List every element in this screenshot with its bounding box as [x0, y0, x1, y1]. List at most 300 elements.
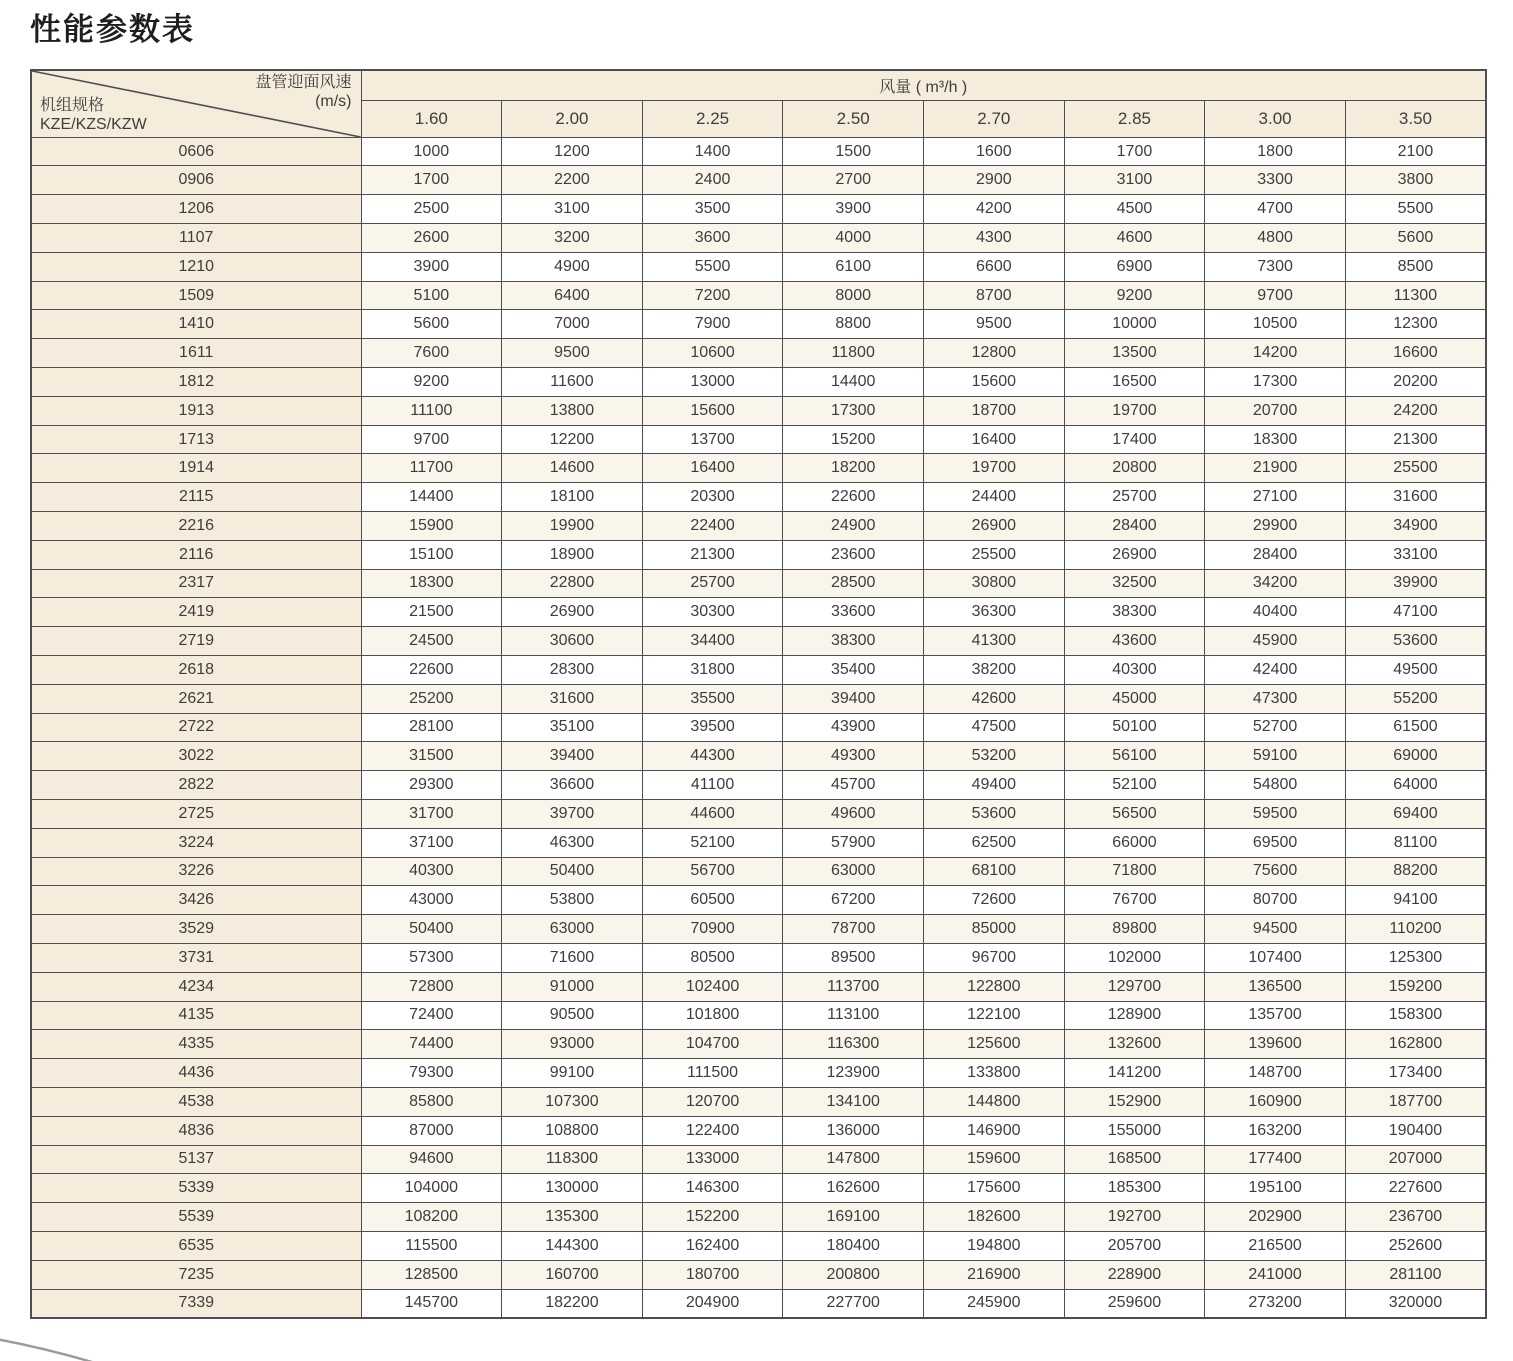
- value-cell: 11100: [361, 396, 502, 425]
- value-cell: 53600: [924, 799, 1065, 828]
- value-cell: 245900: [924, 1289, 1065, 1318]
- value-cell: 31600: [502, 684, 643, 713]
- value-cell: 93000: [502, 1030, 643, 1059]
- table-row: [31, 1145, 1486, 1174]
- value-cell: 52100: [1064, 771, 1205, 800]
- value-cell: 15600: [642, 396, 783, 425]
- value-cell: 104000: [361, 1174, 502, 1203]
- value-cell: 1800: [1205, 137, 1346, 166]
- value-cell: 18900: [502, 540, 643, 569]
- table-row: [31, 943, 1486, 972]
- value-cell: 11700: [361, 454, 502, 483]
- speed-header-cell: 2.25: [642, 100, 783, 137]
- value-cell: 236700: [1345, 1203, 1486, 1232]
- value-cell: 17300: [1205, 368, 1346, 397]
- value-cell: 3900: [361, 252, 502, 281]
- value-cell: 320000: [1345, 1289, 1486, 1318]
- value-cell: 61500: [1345, 713, 1486, 742]
- value-cell: 6900: [1064, 252, 1205, 281]
- model-cell: 1206: [31, 195, 361, 224]
- table-row: [31, 1203, 1486, 1232]
- value-cell: 139600: [1205, 1030, 1346, 1059]
- table-row: [31, 684, 1486, 713]
- value-cell: 70900: [642, 915, 783, 944]
- value-cell: 152200: [642, 1203, 783, 1232]
- value-cell: 30300: [642, 598, 783, 627]
- value-cell: 1500: [783, 137, 924, 166]
- value-cell: 4000: [783, 224, 924, 253]
- value-cell: 45700: [783, 771, 924, 800]
- value-cell: 227700: [783, 1289, 924, 1318]
- value-cell: 108800: [502, 1116, 643, 1145]
- value-cell: 32500: [1064, 569, 1205, 598]
- value-cell: 49600: [783, 799, 924, 828]
- value-cell: 13700: [642, 425, 783, 454]
- value-cell: 31800: [642, 655, 783, 684]
- value-cell: 180700: [642, 1260, 783, 1289]
- value-cell: 175600: [924, 1174, 1065, 1203]
- value-cell: 35400: [783, 655, 924, 684]
- value-cell: 152900: [1064, 1087, 1205, 1116]
- table-row: [31, 137, 1486, 166]
- value-cell: 22600: [783, 483, 924, 512]
- value-cell: 47100: [1345, 598, 1486, 627]
- value-cell: 163200: [1205, 1116, 1346, 1145]
- value-cell: 5600: [361, 310, 502, 339]
- value-cell: 2200: [502, 166, 643, 195]
- value-cell: 9200: [1064, 281, 1205, 310]
- speed-header-cell: 2.00: [502, 100, 643, 137]
- table-row: [31, 742, 1486, 771]
- value-cell: 162800: [1345, 1030, 1486, 1059]
- value-cell: 39400: [502, 742, 643, 771]
- value-cell: 43900: [783, 713, 924, 742]
- value-cell: 135700: [1205, 1001, 1346, 1030]
- value-cell: 72800: [361, 972, 502, 1001]
- model-cell: 7339: [31, 1289, 361, 1318]
- value-cell: 37100: [361, 828, 502, 857]
- value-cell: 69400: [1345, 799, 1486, 828]
- value-cell: 18200: [783, 454, 924, 483]
- value-cell: 158300: [1345, 1001, 1486, 1030]
- value-cell: 16400: [642, 454, 783, 483]
- value-cell: 76700: [1064, 886, 1205, 915]
- value-cell: 35500: [642, 684, 783, 713]
- table-row: [31, 1116, 1486, 1145]
- model-cell: 2722: [31, 713, 361, 742]
- model-cell: 7235: [31, 1260, 361, 1289]
- value-cell: 128900: [1064, 1001, 1205, 1030]
- model-cell: 3022: [31, 742, 361, 771]
- speed-header-cell: 3.00: [1205, 100, 1346, 137]
- value-cell: 20200: [1345, 368, 1486, 397]
- value-cell: 8800: [783, 310, 924, 339]
- table-row: [31, 771, 1486, 800]
- value-cell: 71800: [1064, 857, 1205, 886]
- value-cell: 192700: [1064, 1203, 1205, 1232]
- table-row: [31, 857, 1486, 886]
- model-cell: 1611: [31, 339, 361, 368]
- value-cell: 190400: [1345, 1116, 1486, 1145]
- value-cell: 122800: [924, 972, 1065, 1001]
- model-cell: 2719: [31, 627, 361, 656]
- value-cell: 94600: [361, 1145, 502, 1174]
- value-cell: 1000: [361, 137, 502, 166]
- value-cell: 23600: [783, 540, 924, 569]
- value-cell: 228900: [1064, 1260, 1205, 1289]
- table-row: [31, 454, 1486, 483]
- value-cell: 3600: [642, 224, 783, 253]
- value-cell: 2900: [924, 166, 1065, 195]
- value-cell: 44600: [642, 799, 783, 828]
- value-cell: 102000: [1064, 943, 1205, 972]
- value-cell: 180400: [783, 1231, 924, 1260]
- value-cell: 3100: [1064, 166, 1205, 195]
- corner-top-block: [255, 74, 351, 112]
- value-cell: 53600: [1345, 627, 1486, 656]
- model-cell: 4436: [31, 1059, 361, 1088]
- value-cell: 54800: [1205, 771, 1346, 800]
- value-cell: 8000: [783, 281, 924, 310]
- value-cell: 216500: [1205, 1231, 1346, 1260]
- value-cell: 18100: [502, 483, 643, 512]
- value-cell: 187700: [1345, 1087, 1486, 1116]
- value-cell: 33100: [1345, 540, 1486, 569]
- model-cell: 4135: [31, 1001, 361, 1030]
- value-cell: 14400: [783, 368, 924, 397]
- value-cell: 63000: [502, 915, 643, 944]
- value-cell: 81100: [1345, 828, 1486, 857]
- value-cell: 72400: [361, 1001, 502, 1030]
- value-cell: 45000: [1064, 684, 1205, 713]
- value-cell: 16500: [1064, 368, 1205, 397]
- value-cell: 38200: [924, 655, 1065, 684]
- model-cell: 1913: [31, 396, 361, 425]
- value-cell: 85000: [924, 915, 1065, 944]
- value-cell: 15600: [924, 368, 1065, 397]
- speed-header-cell: 2.50: [783, 100, 924, 137]
- value-cell: 135300: [502, 1203, 643, 1232]
- table-row: [31, 310, 1486, 339]
- table-row: [31, 1059, 1486, 1088]
- value-cell: 227600: [1345, 1174, 1486, 1203]
- value-cell: 19700: [924, 454, 1065, 483]
- value-cell: 20800: [1064, 454, 1205, 483]
- model-cell: 1914: [31, 454, 361, 483]
- value-cell: 47300: [1205, 684, 1346, 713]
- table-row: [31, 252, 1486, 281]
- value-cell: 107400: [1205, 943, 1346, 972]
- model-series-label: KZE/KZS/KZW: [40, 115, 147, 133]
- value-cell: 39400: [783, 684, 924, 713]
- value-cell: 133000: [642, 1145, 783, 1174]
- value-cell: 9700: [1205, 281, 1346, 310]
- table-row: [31, 1030, 1486, 1059]
- value-cell: 4700: [1205, 195, 1346, 224]
- value-cell: 148700: [1205, 1059, 1346, 1088]
- value-cell: 15100: [361, 540, 502, 569]
- value-cell: 9500: [502, 339, 643, 368]
- table-row: [31, 1289, 1486, 1318]
- value-cell: 59500: [1205, 799, 1346, 828]
- value-cell: 20700: [1205, 396, 1346, 425]
- value-cell: 4600: [1064, 224, 1205, 253]
- value-cell: 46300: [502, 828, 643, 857]
- value-cell: 3300: [1205, 166, 1346, 195]
- value-cell: 25500: [924, 540, 1065, 569]
- table-row: [31, 886, 1486, 915]
- value-cell: 91000: [502, 972, 643, 1001]
- table-row: [31, 713, 1486, 742]
- table-row: [31, 1231, 1486, 1260]
- model-cell: 1210: [31, 252, 361, 281]
- value-cell: 50100: [1064, 713, 1205, 742]
- value-cell: 49300: [783, 742, 924, 771]
- value-cell: 88200: [1345, 857, 1486, 886]
- page-corner-arc: [0, 1322, 170, 1361]
- value-cell: 72600: [924, 886, 1065, 915]
- table-row: [31, 915, 1486, 944]
- value-cell: 63000: [783, 857, 924, 886]
- value-cell: 40300: [1064, 655, 1205, 684]
- value-cell: 44300: [642, 742, 783, 771]
- value-cell: 16600: [1345, 339, 1486, 368]
- value-cell: 89500: [783, 943, 924, 972]
- value-cell: 108200: [361, 1203, 502, 1232]
- value-cell: 20300: [642, 483, 783, 512]
- value-cell: 11800: [783, 339, 924, 368]
- value-cell: 11300: [1345, 281, 1486, 310]
- model-cell: 2419: [31, 598, 361, 627]
- value-cell: 281100: [1345, 1260, 1486, 1289]
- value-cell: 132600: [1064, 1030, 1205, 1059]
- model-cell: 4538: [31, 1087, 361, 1116]
- value-cell: 12800: [924, 339, 1065, 368]
- value-cell: 33600: [783, 598, 924, 627]
- header-row-top: [31, 70, 1486, 101]
- value-cell: 34400: [642, 627, 783, 656]
- value-cell: 34200: [1205, 569, 1346, 598]
- model-cell: 3426: [31, 886, 361, 915]
- value-cell: 134100: [783, 1087, 924, 1116]
- value-cell: 168500: [1064, 1145, 1205, 1174]
- value-cell: 90500: [502, 1001, 643, 1030]
- value-cell: 4500: [1064, 195, 1205, 224]
- value-cell: 31700: [361, 799, 502, 828]
- model-cell: 2618: [31, 655, 361, 684]
- value-cell: 22600: [361, 655, 502, 684]
- table-row: [31, 483, 1486, 512]
- value-cell: 67200: [783, 886, 924, 915]
- value-cell: 200800: [783, 1260, 924, 1289]
- value-cell: 30800: [924, 569, 1065, 598]
- table-row: [31, 512, 1486, 541]
- value-cell: 11600: [502, 368, 643, 397]
- value-cell: 55200: [1345, 684, 1486, 713]
- value-cell: 71600: [502, 943, 643, 972]
- value-cell: 43600: [1064, 627, 1205, 656]
- value-cell: 12300: [1345, 310, 1486, 339]
- value-cell: 182600: [924, 1203, 1065, 1232]
- value-cell: 1600: [924, 137, 1065, 166]
- value-cell: 2100: [1345, 137, 1486, 166]
- value-cell: 1700: [361, 166, 502, 195]
- value-cell: 50400: [361, 915, 502, 944]
- value-cell: 5600: [1345, 224, 1486, 253]
- value-cell: 38300: [783, 627, 924, 656]
- value-cell: 17300: [783, 396, 924, 425]
- value-cell: 41300: [924, 627, 1065, 656]
- value-cell: 4300: [924, 224, 1065, 253]
- velocity-unit-label: (m/s): [315, 92, 352, 110]
- value-cell: 47500: [924, 713, 1065, 742]
- value-cell: 21900: [1205, 454, 1346, 483]
- value-cell: 24900: [783, 512, 924, 541]
- value-cell: 94500: [1205, 915, 1346, 944]
- value-cell: 39900: [1345, 569, 1486, 598]
- table-row: [31, 1174, 1486, 1203]
- value-cell: 204900: [642, 1289, 783, 1318]
- value-cell: 146300: [642, 1174, 783, 1203]
- table-row: [31, 828, 1486, 857]
- value-cell: 19700: [1064, 396, 1205, 425]
- table-row: [31, 166, 1486, 195]
- table-row: [31, 569, 1486, 598]
- model-cell: 6535: [31, 1231, 361, 1260]
- value-cell: 102400: [642, 972, 783, 1001]
- value-cell: 28400: [1205, 540, 1346, 569]
- model-cell: 1812: [31, 368, 361, 397]
- value-cell: 15900: [361, 512, 502, 541]
- value-cell: 31600: [1345, 483, 1486, 512]
- model-cell: 0606: [31, 137, 361, 166]
- value-cell: 10000: [1064, 310, 1205, 339]
- value-cell: 26900: [924, 512, 1065, 541]
- corner-bottom-block: [40, 97, 147, 135]
- value-cell: 136000: [783, 1116, 924, 1145]
- value-cell: 13800: [502, 396, 643, 425]
- table-row: [31, 339, 1486, 368]
- value-cell: 49400: [924, 771, 1065, 800]
- table-row: [31, 1260, 1486, 1289]
- value-cell: 14400: [361, 483, 502, 512]
- model-cell: 3226: [31, 857, 361, 886]
- value-cell: 115500: [361, 1231, 502, 1260]
- table-row: [31, 1087, 1486, 1116]
- value-cell: 26900: [502, 598, 643, 627]
- value-cell: 13500: [1064, 339, 1205, 368]
- coil-face-velocity-label: 盘管迎面风速: [255, 73, 352, 91]
- value-cell: 22400: [642, 512, 783, 541]
- value-cell: 38300: [1064, 598, 1205, 627]
- value-cell: 42400: [1205, 655, 1346, 684]
- value-cell: 159600: [924, 1145, 1065, 1174]
- value-cell: 15200: [783, 425, 924, 454]
- value-cell: 129700: [1064, 972, 1205, 1001]
- value-cell: 40300: [361, 857, 502, 886]
- value-cell: 14600: [502, 454, 643, 483]
- value-cell: 80500: [642, 943, 783, 972]
- value-cell: 162400: [642, 1231, 783, 1260]
- value-cell: 21500: [361, 598, 502, 627]
- value-cell: 25700: [1064, 483, 1205, 512]
- value-cell: 62500: [924, 828, 1065, 857]
- value-cell: 173400: [1345, 1059, 1486, 1088]
- value-cell: 8500: [1345, 252, 1486, 281]
- value-cell: 4800: [1205, 224, 1346, 253]
- value-cell: 89800: [1064, 915, 1205, 944]
- value-cell: 69500: [1205, 828, 1346, 857]
- value-cell: 25500: [1345, 454, 1486, 483]
- value-cell: 136500: [1205, 972, 1346, 1001]
- airflow-header: [361, 70, 1486, 101]
- value-cell: 28100: [361, 713, 502, 742]
- model-cell: 3731: [31, 943, 361, 972]
- value-cell: 28300: [502, 655, 643, 684]
- value-cell: 28500: [783, 569, 924, 598]
- value-cell: 57300: [361, 943, 502, 972]
- value-cell: 94100: [1345, 886, 1486, 915]
- value-cell: 5500: [642, 252, 783, 281]
- value-cell: 52700: [1205, 713, 1346, 742]
- model-cell: 1509: [31, 281, 361, 310]
- value-cell: 3100: [502, 195, 643, 224]
- value-cell: 1400: [642, 137, 783, 166]
- value-cell: 6400: [502, 281, 643, 310]
- speed-header-cell: 2.70: [924, 100, 1065, 137]
- value-cell: 39500: [642, 713, 783, 742]
- value-cell: 146900: [924, 1116, 1065, 1145]
- value-cell: 27100: [1205, 483, 1346, 512]
- value-cell: 64000: [1345, 771, 1486, 800]
- value-cell: 18700: [924, 396, 1065, 425]
- value-cell: 144300: [502, 1231, 643, 1260]
- value-cell: 9200: [361, 368, 502, 397]
- value-cell: 42600: [924, 684, 1065, 713]
- value-cell: 9700: [361, 425, 502, 454]
- value-cell: 101800: [642, 1001, 783, 1030]
- table-row: [31, 396, 1486, 425]
- value-cell: 160700: [502, 1260, 643, 1289]
- value-cell: 22800: [502, 569, 643, 598]
- value-cell: 205700: [1064, 1231, 1205, 1260]
- value-cell: 9500: [924, 310, 1065, 339]
- model-cell: 2116: [31, 540, 361, 569]
- value-cell: 1200: [502, 137, 643, 166]
- value-cell: 120700: [642, 1087, 783, 1116]
- unit-spec-label: 机组规格: [40, 96, 105, 114]
- table-row: [31, 627, 1486, 656]
- value-cell: 5100: [361, 281, 502, 310]
- value-cell: 7300: [1205, 252, 1346, 281]
- value-cell: 39700: [502, 799, 643, 828]
- value-cell: 2700: [783, 166, 924, 195]
- value-cell: 128500: [361, 1260, 502, 1289]
- model-cell: 1107: [31, 224, 361, 253]
- value-cell: 241000: [1205, 1260, 1346, 1289]
- value-cell: 2600: [361, 224, 502, 253]
- value-cell: 99100: [502, 1059, 643, 1088]
- value-cell: 4200: [924, 195, 1065, 224]
- value-cell: 57900: [783, 828, 924, 857]
- model-cell: 2725: [31, 799, 361, 828]
- table-row: [31, 540, 1486, 569]
- model-cell: 4836: [31, 1116, 361, 1145]
- value-cell: 130000: [502, 1174, 643, 1203]
- value-cell: 155000: [1064, 1116, 1205, 1145]
- model-cell: 1713: [31, 425, 361, 454]
- value-cell: 31500: [361, 742, 502, 771]
